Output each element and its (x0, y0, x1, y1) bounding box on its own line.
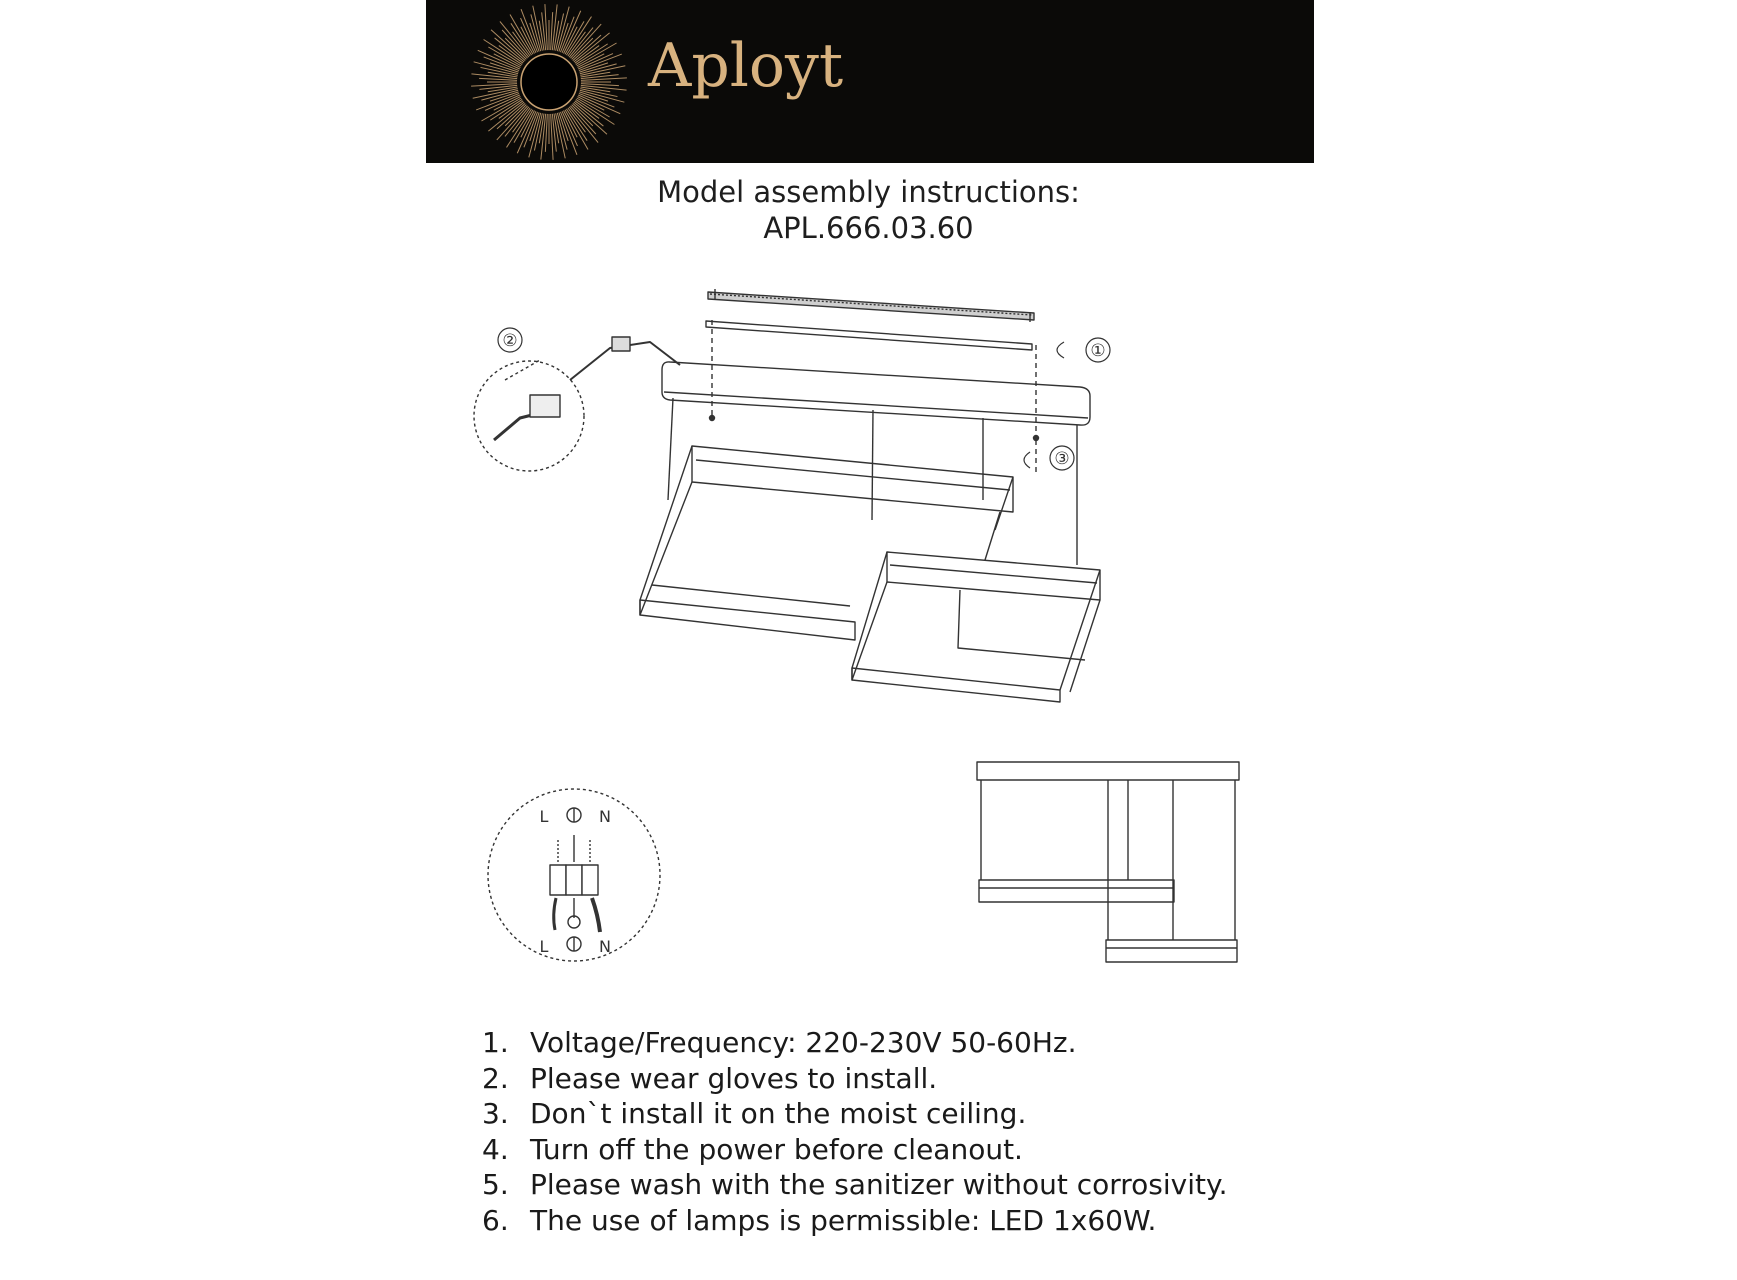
wiring-diagram (488, 789, 660, 961)
wiring-label-live-top: L (539, 807, 549, 826)
wiring-label-neutral-top: N (599, 807, 611, 826)
wiring-label-neutral-bottom: N (599, 937, 611, 956)
page-title: Model assembly instructions: (657, 175, 1080, 209)
list-item: 2. Please wear gloves to install. (482, 1061, 938, 1095)
large-light-frame (640, 446, 1013, 640)
suspension-wires (668, 398, 1077, 565)
callout-1: ① (1090, 341, 1106, 361)
list-item: 3. Don`t install it on the moist ceiling. (482, 1097, 1027, 1130)
connector-detail-callout (474, 337, 680, 471)
list-item: 4. Turn off the power before cleanout. (482, 1132, 1023, 1166)
model-number: APL.666.03.60 (763, 211, 974, 245)
list-item: 5. Please wash with the sanitizer without corrosivity. (482, 1168, 1228, 1201)
small-light-frame (852, 552, 1100, 702)
brand-logo: Aployt (648, 31, 844, 101)
instruction-notes (482, 1025, 1227, 1238)
ceiling-canopy (662, 362, 1090, 425)
callout-3: ③ (1054, 449, 1070, 469)
side-view (977, 762, 1239, 962)
list-item: 6. The use of lamps is permissible: LED 1x60W. (482, 1203, 1157, 1237)
callout-2: ② (502, 331, 518, 351)
wiring-label-live-bottom: L (539, 937, 549, 956)
list-item: 1. Voltage/Frequency: 220-230V 50-60Hz. (482, 1026, 1077, 1059)
mounting-bracket (706, 289, 1034, 350)
